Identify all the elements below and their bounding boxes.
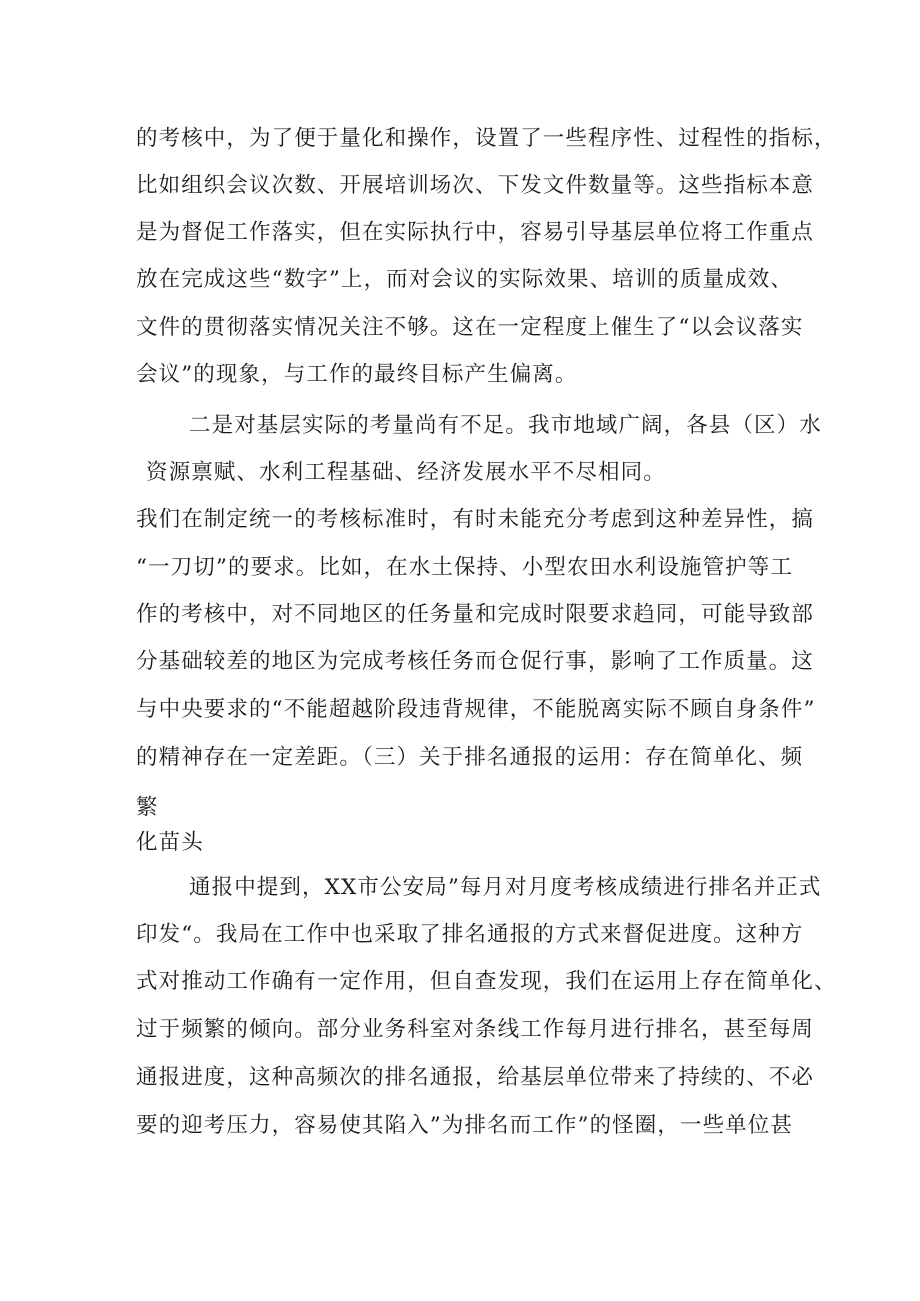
text-line: 放在完成这些“数字”上，而对会议的实际效果、培训的质量成效、 (136, 267, 793, 292)
text-line: 分基础较差的地区为完成考核任务而仓促行事，影响了工作质量。这 (136, 649, 815, 674)
text-line: “一刀切”的要求。比如，在水土保持、小型农田水利设施管护等工 (136, 555, 793, 580)
text-line: 比如组织会议次数、开展培训场次、下发文件数量等。这些指标本意 (136, 173, 815, 198)
text-line: 资源禀赋、水利工程基础、经济发展水平不尽相同。 (146, 460, 666, 485)
text-line: 作的考核中，对不同地区的任务量和完成时限要求趋同，可能导致部 (136, 602, 815, 627)
text-line: 繁 (136, 795, 159, 820)
text-line: 式对推动工作确有一定作用，但自查发现，我们在运用上存在简单化、 (136, 969, 837, 994)
text-line: 的精神存在一定差距。（三）关于排名通报的运用：存在简单化、频 (136, 745, 804, 770)
text-line: 我们在制定统一的考核标准时，有时未能充分考虑到这种差异性，搞 (136, 507, 815, 532)
text-line: 的考核中，为了便于量化和操作，设置了一些程序性、过程性的指标， (136, 126, 837, 151)
text-line: 要的迎考压力，容易使其陷入”为排名而工作”的怪圈，一些单位甚 (136, 1113, 793, 1138)
text-line: 与中央要求的“不能超越阶段违背规律，不能脱离实际不顾自身条件” (136, 697, 816, 722)
text-line: 会议”的现象，与工作的最终目标产生偏离。 (136, 362, 578, 387)
text-line: 二是对基层实际的考量尚有不足。我市地域广阔，各县（区）水 (189, 413, 822, 438)
text-line: 化苗头 (136, 830, 204, 855)
text-line: 通报中提到，XX市公安局”每月对月度考核成绩进行排名并正式 (189, 875, 822, 900)
text-line: 是为督促工作落实，但在实际执行中，容易引导基层单位将工作重点 (136, 220, 815, 245)
text-line: 通报进度，这种高频次的排名通报，给基层单位带来了持续的、不必 (136, 1065, 815, 1090)
text-line: 文件的贯彻落实情况关注不够。这在一定程度上催生了“以会议落实 (136, 315, 804, 340)
text-line: 印发“。我局在工作中也采取了排名通报的方式来督促进度。这种方 (136, 922, 804, 947)
text-line: 过于频繁的倾向。部分业务科室对条线工作每月进行排名，甚至每周 (136, 1017, 815, 1042)
